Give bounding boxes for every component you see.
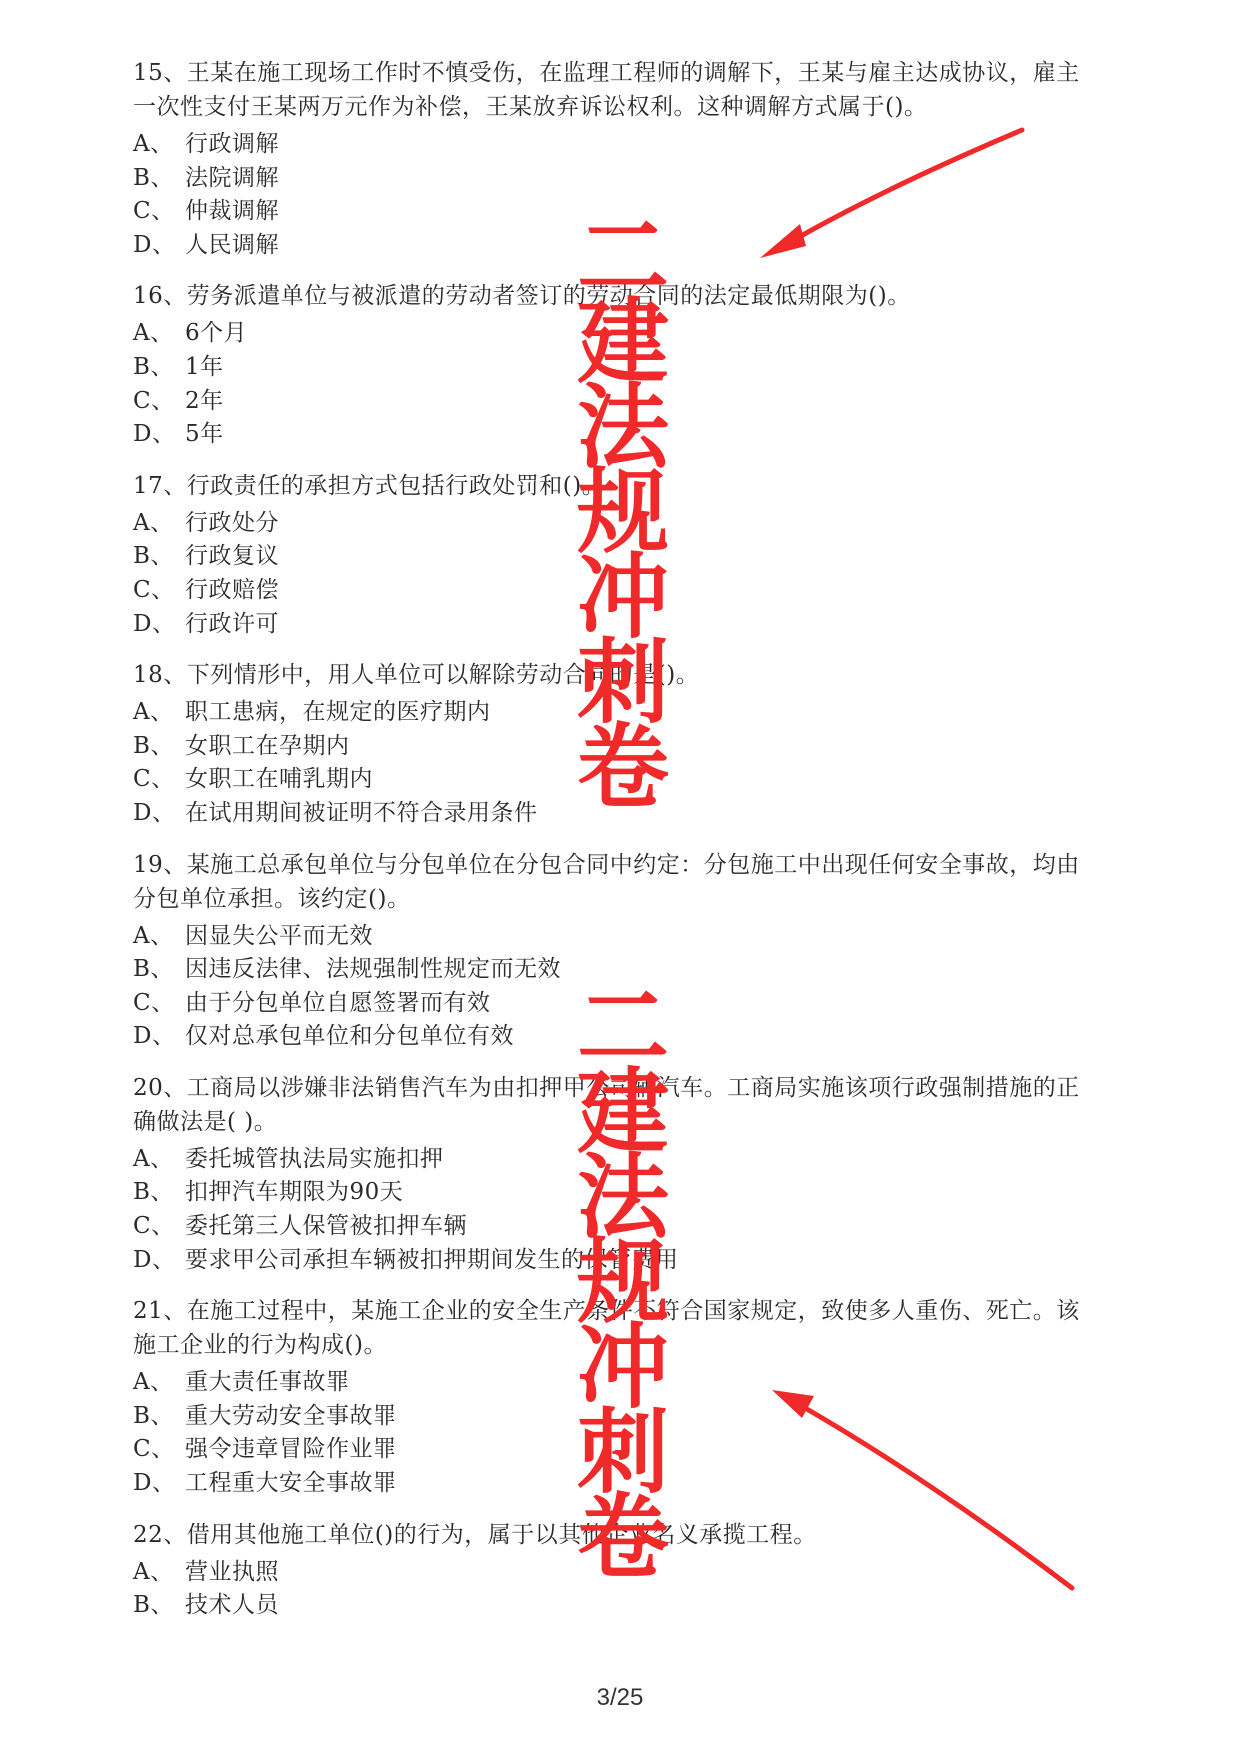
- option-letter: C、: [133, 989, 175, 1016]
- option-letter: B、: [133, 732, 174, 759]
- option-text: 2年: [185, 387, 224, 414]
- option-text: 由于分包单位自愿签署而有效: [185, 989, 491, 1016]
- watermark-char: 法: [576, 374, 669, 481]
- question-stem: 16、劳务派遣单位与被派遣的劳动者签订的劳动合同的法定最低期限为()。: [133, 283, 911, 310]
- option-text: 行政许可: [185, 610, 279, 637]
- option-letter: D、: [133, 1470, 176, 1497]
- answer-option: [133, 920, 1093, 954]
- watermark-char: 规: [576, 459, 669, 566]
- option-letter: C、: [133, 1436, 175, 1463]
- option-text: 仅对总承包单位和分包单位有效: [185, 1023, 514, 1050]
- option-letter: C、: [133, 576, 175, 603]
- watermark-char: 冲: [576, 1314, 669, 1421]
- option-letter: C、: [133, 198, 175, 225]
- option-text: 法院调解: [185, 164, 279, 191]
- watermark-char: 建: [576, 1059, 669, 1166]
- option-letter: B、: [133, 1179, 174, 1206]
- option-text: 强令违章冒险作业罪: [185, 1436, 397, 1463]
- option-letter: D、: [133, 1246, 176, 1273]
- option-letter: B、: [133, 1402, 174, 1429]
- watermark-char: 冲: [576, 544, 669, 651]
- option-text: 要求甲公司承担车辆被扣押期间发生的保管费用: [185, 1246, 679, 1273]
- option-text: 行政处分: [185, 509, 279, 536]
- option-letter: A、: [133, 1369, 174, 1396]
- option-text: 行政复议: [185, 543, 279, 570]
- watermark-char: 刺: [576, 1399, 669, 1506]
- option-text: 女职工在哺乳期内: [185, 766, 373, 793]
- option-text: 因显失公平而无效: [185, 922, 373, 949]
- option-text: 6个月: [185, 320, 248, 347]
- option-text: 5年: [185, 421, 224, 448]
- question-stem: 21、在施工过程中，某施工企业的安全生产条件不符合国家规定，致使多人重伤、死亡。该施工企业的行为构成()。: [133, 1298, 1080, 1359]
- question-stem: 19、某施工总承包单位与分包单位在分包合同中约定：分包施工中出现任何安全事故，均由分包单位承担。该约定()。: [133, 851, 1080, 912]
- option-letter: B、: [133, 956, 174, 983]
- watermark-char: 规: [576, 1229, 669, 1336]
- option-letter: D、: [133, 421, 176, 448]
- option-text: 扣押汽车期限为90天: [185, 1179, 404, 1206]
- option-letter: A、: [133, 1558, 174, 1585]
- answer-option: [133, 1589, 1093, 1623]
- watermark-char: 法: [576, 1144, 669, 1251]
- question-stem: 20、工商局以涉嫌非法销售汽车为由扣押甲公司辆汽车。工商局实施该项行政强制措施的正确做法是( )。: [133, 1074, 1080, 1135]
- option-text: 委托第三人保管被扣押车辆: [185, 1213, 467, 1240]
- option-letter: A、: [133, 922, 174, 949]
- watermark-char: 建: [576, 289, 669, 396]
- watermark-char: 卷: [576, 1484, 669, 1591]
- answer-option: [133, 128, 1093, 162]
- option-text: 重大责任事故罪: [185, 1369, 350, 1396]
- option-letter: C、: [133, 387, 175, 414]
- option-text: 营业执照: [185, 1558, 279, 1585]
- option-text: 1年: [185, 353, 224, 380]
- question-stem: 18、下列情形中，用人单位可以解除劳动合同的是()。: [133, 662, 700, 689]
- watermark-char: 卷: [576, 714, 669, 821]
- option-text: 在试用期间被证明不符合录用条件: [185, 799, 538, 826]
- option-letter: D、: [133, 231, 176, 258]
- option-letter: D、: [133, 799, 176, 826]
- option-text: 行政赔偿: [185, 576, 279, 603]
- option-letter: D、: [133, 1023, 176, 1050]
- option-text: 因违反法律、法规强制性规定而无效: [185, 956, 561, 983]
- page-number: 3/25: [596, 1684, 644, 1711]
- answer-option: [133, 162, 1093, 196]
- option-text: 人民调解: [185, 231, 279, 258]
- watermark-char: 二: [576, 974, 669, 1081]
- watermark-char: 刺: [576, 629, 669, 736]
- option-text: 女职工在孕期内: [185, 732, 350, 759]
- option-letter: A、: [133, 320, 174, 347]
- option-text: 重大劳动安全事故罪: [185, 1402, 397, 1429]
- option-text: 委托城管执法局实施扣押: [185, 1145, 444, 1172]
- red-watermark-bottom: [573, 974, 673, 1591]
- question-stem: 15、王某在施工现场工作时不慎受伤，在监理工程师的调解下，王某与雇主达成协议，雇主一次性支付王某两万元作为补偿，王某放弃诉讼权利。这种调解方式属于()。: [133, 60, 1080, 120]
- option-letter: D、: [133, 610, 176, 637]
- option-text: 行政调解: [185, 131, 279, 157]
- option-letter: C、: [133, 1213, 175, 1240]
- option-text: 仲裁调解: [185, 198, 279, 225]
- option-text: 技术人员: [185, 1592, 279, 1619]
- option-letter: C、: [133, 766, 175, 793]
- watermark-char: 二: [576, 204, 669, 311]
- option-letter: B、: [133, 543, 174, 570]
- option-letter: B、: [133, 164, 174, 191]
- option-letter: B、: [133, 1592, 174, 1619]
- red-watermark-top: [573, 204, 673, 821]
- option-letter: B、: [133, 353, 174, 380]
- option-letter: A、: [133, 1145, 174, 1172]
- question-stem: 17、行政责任的承担方式包括行政处罚和()。: [133, 472, 606, 499]
- option-text: 职工患病，在规定的医疗期内: [185, 699, 491, 726]
- option-letter: A、: [133, 699, 174, 726]
- option-letter: A、: [133, 509, 174, 536]
- option-letter: A、: [133, 131, 174, 157]
- option-text: 工程重大安全事故罪: [185, 1470, 397, 1497]
- question-stem: 22、借用其他施工单位()的行为，属于以其他企业名义承揽工程。: [133, 1521, 817, 1548]
